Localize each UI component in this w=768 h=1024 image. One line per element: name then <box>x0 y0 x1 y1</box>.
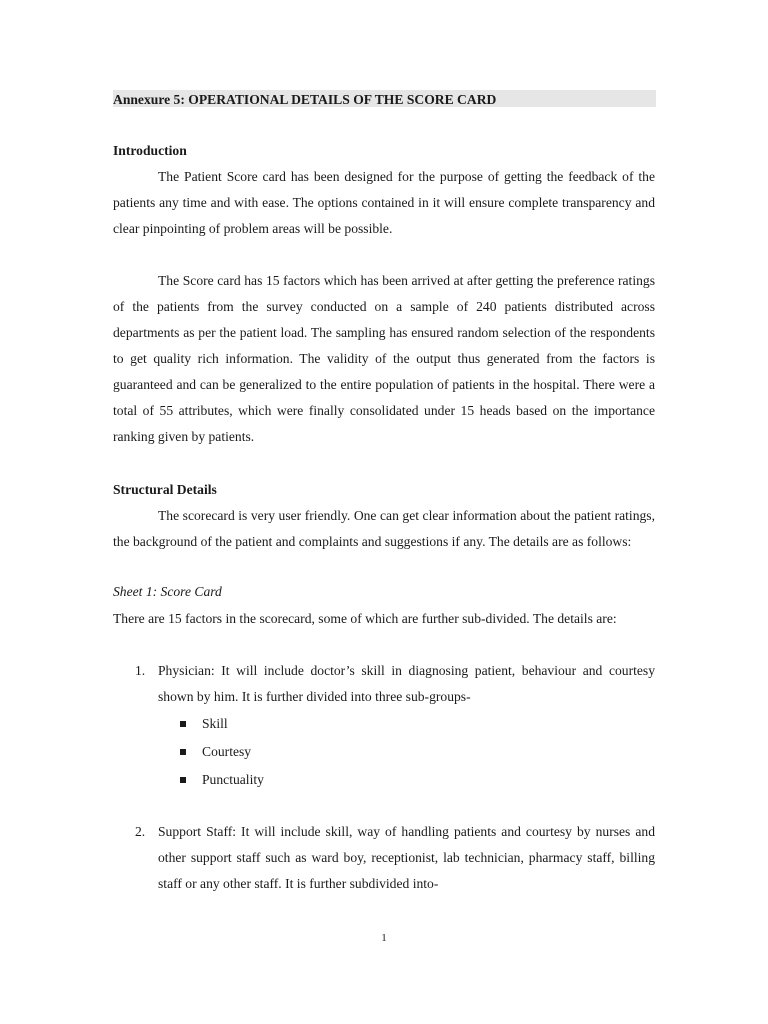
structural-details-heading: Structural Details <box>113 482 217 497</box>
bullet-item-skill <box>180 711 228 737</box>
bullet-item-punctuality <box>180 767 264 793</box>
bullet-item-courtesy <box>180 739 251 765</box>
square-bullet-icon <box>180 749 186 755</box>
sheet-title: Sheet 1: Score Card <box>113 584 222 599</box>
list-item-number: 1. <box>135 663 146 678</box>
introduction-paragraph-1: The Patient Score card has been designed for the purpose of getting the feedback of the patients any time and with ease. The options contained in it will ensure complete transparency and clear pinpointing of problem areas will be possible. <box>113 169 655 236</box>
list-item-physician <box>113 658 655 710</box>
bullet-label: Courtesy <box>202 744 252 759</box>
square-bullet-icon <box>180 777 186 783</box>
list-item-text: Support Staff: It will include skill, way of handling patients and courtesy by nurses and other support staff such as ward boy, receptionist, lab technician, pharmacy staff, billing staff or any other staff. It is further subdivided into- <box>158 824 655 891</box>
list-item-support-staff <box>113 819 655 897</box>
list-item-text: Physician: It will include doctor’s skill in diagnosing patient, behaviour and courtesy shown by him. It is further divided into three sub-groups- <box>158 663 655 704</box>
bullet-label: Punctuality <box>202 772 264 787</box>
page-number: 1 <box>381 932 387 944</box>
introduction-heading: Introduction <box>113 143 187 158</box>
introduction-paragraph-2: The Score card has 15 factors which has been arrived at after getting the preference ratings of the patients from the survey conducted on a sample of 240 patients distributed across departments as per the patient load. The sampling has ensured random selection of the respondents to get quality rich information. The validity of the output thus generated from the factors is guaranteed and can be generalized to the entire population of patients in the hospital. There were a total of 55 attributes, which were finally consolidated under 15 heads based on the importance ranking given by patients. <box>113 273 655 444</box>
bullet-label: Skill <box>202 716 228 731</box>
structural-details-paragraph: The scorecard is very user friendly. One can get clear information about the patient ratings, the background of the patient and complaints and suggestions if any. The details are as follows: <box>113 508 655 549</box>
square-bullet-icon <box>180 721 186 727</box>
list-item-number: 2. <box>135 824 146 839</box>
factors-paragraph: There are 15 factors in the scorecard, some of which are further sub-divided. The details are: <box>113 611 617 626</box>
annexure-title: Annexure 5: OPERATIONAL DETAILS OF THE SCORE CARD <box>113 92 497 107</box>
